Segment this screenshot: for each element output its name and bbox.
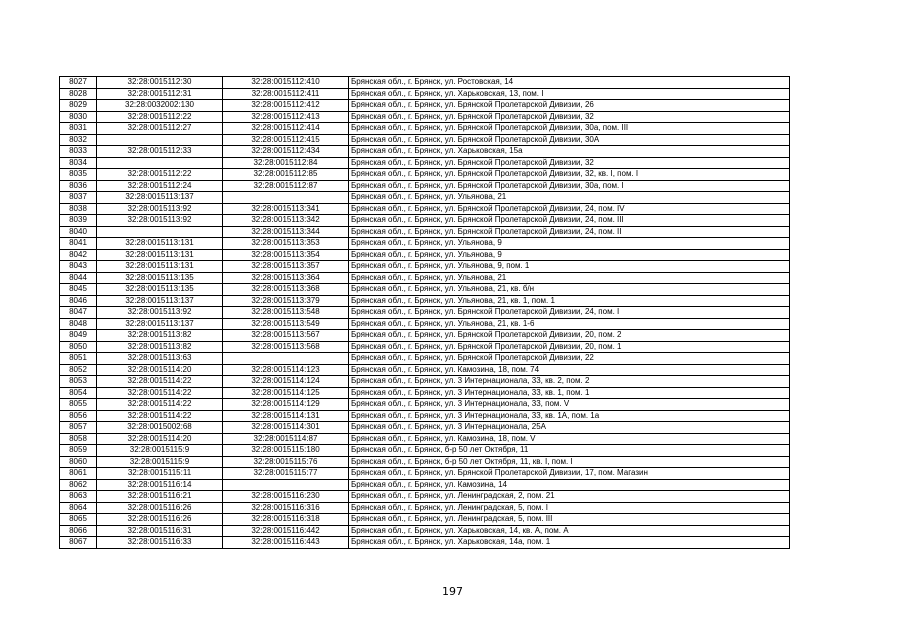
row-number-cell: 8056 [60, 410, 97, 422]
row-number-cell: 8039 [60, 215, 97, 227]
object-number-cell: 32:28:0015113:344 [223, 226, 349, 238]
table-row [60, 468, 790, 480]
address-cell: Брянская обл., г. Брянск, ул. 3 Интернационала, 33, кв. 1, пом. 1 [349, 387, 790, 399]
table-row [60, 88, 790, 100]
row-number-cell: 8043 [60, 261, 97, 273]
parcel-number-cell: 32:28:0015114:22 [97, 387, 223, 399]
address-cell: Брянская обл., г. Брянск, ул. Камозина, 14 [349, 479, 790, 491]
address-cell: Брянская обл., г. Брянск, ул. Брянской Пролетарской Дивизии, 32 [349, 157, 790, 169]
address-cell: Брянская обл., г. Брянск, ул. Ленинградская, 5, пом. III [349, 514, 790, 526]
row-number-cell: 8029 [60, 100, 97, 112]
object-number-cell: 32:28:0015114:123 [223, 364, 349, 376]
row-number-cell: 8062 [60, 479, 97, 491]
table-row [60, 295, 790, 307]
address-cell: Брянская обл., г. Брянск, ул. Брянской Пролетарской Дивизии, 17, пом. Магазин [349, 468, 790, 480]
address-cell: Брянская обл., г. Брянск, ул. Камозина, 18, пом. 74 [349, 364, 790, 376]
object-number-cell: 32:28:0015112:434 [223, 146, 349, 158]
object-number-cell: 32:28:0015114:125 [223, 387, 349, 399]
row-number-cell: 8032 [60, 134, 97, 146]
row-number-cell: 8038 [60, 203, 97, 215]
address-cell: Брянская обл., г. Брянск, ул. 3 Интернационала, 33, кв. 1А, пом. 1а [349, 410, 790, 422]
row-number-cell: 8027 [60, 77, 97, 89]
table-row [60, 387, 790, 399]
parcel-number-cell [97, 134, 223, 146]
row-number-cell: 8058 [60, 433, 97, 445]
address-cell: Брянская обл., г. Брянск, б-р 50 лет Октября, 11 [349, 445, 790, 457]
parcel-number-cell: 32:28:0015113:135 [97, 272, 223, 284]
row-number-cell: 8030 [60, 111, 97, 123]
address-cell: Брянская обл., г. Брянск, ул. Камозина, 18, пом. V [349, 433, 790, 445]
address-cell: Брянская обл., г. Брянск, ул. Ульянова, 21, кв. б/н [349, 284, 790, 296]
row-number-cell: 8028 [60, 88, 97, 100]
address-cell: Брянская обл., г. Брянск, ул. Брянской Пролетарской Дивизии, 20, пом. 1 [349, 341, 790, 353]
object-number-cell: 32:28:0015114:131 [223, 410, 349, 422]
parcel-number-cell: 32:28:0015114:22 [97, 376, 223, 388]
parcel-number-cell: 32:28:0015112:31 [97, 88, 223, 100]
table-row [60, 479, 790, 491]
parcel-number-cell: 32:28:0032002:130 [97, 100, 223, 112]
parcel-number-cell: 32:28:0015116:26 [97, 514, 223, 526]
object-number-cell [223, 353, 349, 365]
table-row [60, 307, 790, 319]
row-number-cell: 8033 [60, 146, 97, 158]
parcel-number-cell: 32:28:0015112:24 [97, 180, 223, 192]
object-number-cell: 32:28:0015112:415 [223, 134, 349, 146]
row-number-cell: 8059 [60, 445, 97, 457]
row-number-cell: 8060 [60, 456, 97, 468]
address-cell: Брянская обл., г. Брянск, ул. Брянской Пролетарской Дивизии, 24, пом. I [349, 307, 790, 319]
parcel-number-cell: 32:28:0015114:20 [97, 364, 223, 376]
parcel-number-cell: 32:28:0015113:135 [97, 284, 223, 296]
row-number-cell: 8037 [60, 192, 97, 204]
address-cell: Брянская обл., г. Брянск, ул. Брянской Пролетарской Дивизии, 32 [349, 111, 790, 123]
parcel-number-cell: 32:28:0015115:11 [97, 468, 223, 480]
row-number-cell: 8047 [60, 307, 97, 319]
address-cell: Брянская обл., г. Брянск, ул. 3 Интернационала, 33, пом. V [349, 399, 790, 411]
row-number-cell: 8052 [60, 364, 97, 376]
address-cell: Брянская обл., г. Брянск, ул. Харьковская, 14а, пом. 1 [349, 537, 790, 549]
table-row [60, 353, 790, 365]
row-number-cell: 8031 [60, 123, 97, 135]
table-row [60, 318, 790, 330]
address-cell: Брянская обл., г. Брянск, ул. Ульянова, 21, кв. 1, пом. 1 [349, 295, 790, 307]
row-number-cell: 8050 [60, 341, 97, 353]
row-number-cell: 8044 [60, 272, 97, 284]
table-row [60, 180, 790, 192]
address-cell: Брянская обл., г. Брянск, ул. Харьковская, 14, кв. А, пом. А [349, 525, 790, 537]
object-number-cell: 32:28:0015113:364 [223, 272, 349, 284]
address-cell: Брянская обл., г. Брянск, ул. Брянской Пролетарской Дивизии, 32, кв. I, пом. I [349, 169, 790, 181]
row-number-cell: 8049 [60, 330, 97, 342]
row-number-cell: 8067 [60, 537, 97, 549]
address-cell: Брянская обл., г. Брянск, ул. 3 Интернационала, 25А [349, 422, 790, 434]
object-number-cell: 32:28:0015113:567 [223, 330, 349, 342]
parcel-number-cell: 32:28:0015113:137 [97, 295, 223, 307]
row-number-cell: 8041 [60, 238, 97, 250]
object-number-cell [223, 192, 349, 204]
cadastral-table [59, 76, 790, 549]
row-number-cell: 8048 [60, 318, 97, 330]
table-row [60, 284, 790, 296]
object-number-cell: 32:28:0015112:414 [223, 123, 349, 135]
table-row [60, 272, 790, 284]
object-number-cell: 32:28:0015116:318 [223, 514, 349, 526]
row-number-cell: 8042 [60, 249, 97, 261]
object-number-cell: 32:28:0015112:410 [223, 77, 349, 89]
address-cell: Брянская обл., г. Брянск, ул. Ульянова, 21 [349, 192, 790, 204]
row-number-cell: 8046 [60, 295, 97, 307]
address-cell: Брянская обл., г. Брянск, б-р 50 лет Октября, 11, кв. I, пом. I [349, 456, 790, 468]
address-cell: Брянская обл., г. Брянск, ул. Брянской Пролетарской Дивизии, 30а, пом. I [349, 180, 790, 192]
object-number-cell: 32:28:0015113:354 [223, 249, 349, 261]
table-row [60, 215, 790, 227]
address-cell: Брянская обл., г. Брянск, ул. Ленинградская, 2, пом. 21 [349, 491, 790, 503]
parcel-number-cell: 32:28:0015113:92 [97, 307, 223, 319]
object-number-cell: 32:28:0015114:124 [223, 376, 349, 388]
parcel-number-cell [97, 226, 223, 238]
parcel-number-cell: 32:28:0015116:31 [97, 525, 223, 537]
object-number-cell: 32:28:0015114:129 [223, 399, 349, 411]
address-cell: Брянская обл., г. Брянск, ул. Брянской Пролетарской Дивизии, 24, пом. II [349, 226, 790, 238]
parcel-number-cell: 32:28:0015114:20 [97, 433, 223, 445]
address-cell: Брянская обл., г. Брянск, ул. Брянской Пролетарской Дивизии, 24, пом. IV [349, 203, 790, 215]
row-number-cell: 8063 [60, 491, 97, 503]
page-number: 197 [442, 585, 463, 598]
parcel-number-cell: 32:28:0015112:33 [97, 146, 223, 158]
row-number-cell: 8061 [60, 468, 97, 480]
row-number-cell: 8045 [60, 284, 97, 296]
parcel-number-cell [97, 157, 223, 169]
table-row [60, 422, 790, 434]
object-number-cell: 32:28:0015113:549 [223, 318, 349, 330]
row-number-cell: 8034 [60, 157, 97, 169]
parcel-number-cell: 32:28:0015113:131 [97, 249, 223, 261]
row-number-cell: 8055 [60, 399, 97, 411]
parcel-number-cell: 32:28:0015116:21 [97, 491, 223, 503]
parcel-number-cell: 32:28:0015116:26 [97, 502, 223, 514]
object-number-cell: 32:28:0015112:85 [223, 169, 349, 181]
parcel-number-cell: 32:28:0015113:82 [97, 330, 223, 342]
object-number-cell: 32:28:0015113:379 [223, 295, 349, 307]
table-row [60, 330, 790, 342]
parcel-number-cell: 32:28:0015116:14 [97, 479, 223, 491]
table-row [60, 146, 790, 158]
parcel-number-cell: 32:28:0015113:137 [97, 318, 223, 330]
object-number-cell: 32:28:0015115:180 [223, 445, 349, 457]
object-number-cell: 32:28:0015113:341 [223, 203, 349, 215]
address-cell: Брянская обл., г. Брянск, ул. Ульянова, 21, кв. 1-6 [349, 318, 790, 330]
address-cell: Брянская обл., г. Брянск, ул. Брянской Пролетарской Дивизии, 30А [349, 134, 790, 146]
object-number-cell: 32:28:0015112:412 [223, 100, 349, 112]
object-number-cell: 32:28:0015116:443 [223, 537, 349, 549]
table-row [60, 410, 790, 422]
object-number-cell: 32:28:0015113:353 [223, 238, 349, 250]
object-number-cell: 32:28:0015112:411 [223, 88, 349, 100]
parcel-number-cell: 32:28:0015113:131 [97, 238, 223, 250]
table-row [60, 169, 790, 181]
address-cell: Брянская обл., г. Брянск, ул. Ульянова, 9 [349, 238, 790, 250]
table-row [60, 261, 790, 273]
object-number-cell: 32:28:0015113:357 [223, 261, 349, 273]
table-row [60, 249, 790, 261]
object-number-cell: 32:28:0015116:442 [223, 525, 349, 537]
table-row [60, 341, 790, 353]
parcel-number-cell: 32:28:0015112:22 [97, 169, 223, 181]
address-cell: Брянская обл., г. Брянск, ул. Брянской Пролетарской Дивизии, 26 [349, 100, 790, 112]
object-number-cell: 32:28:0015116:316 [223, 502, 349, 514]
address-cell: Брянская обл., г. Брянск, ул. 3 Интернационала, 33, кв. 2, пом. 2 [349, 376, 790, 388]
table-row [60, 192, 790, 204]
object-number-cell: 32:28:0015112:413 [223, 111, 349, 123]
address-cell: Брянская обл., г. Брянск, ул. Ульянова, 9, пом. 1 [349, 261, 790, 273]
address-cell: Брянская обл., г. Брянск, ул. Ульянова, 9 [349, 249, 790, 261]
address-cell: Брянская обл., г. Брянск, ул. Харьковская, 15а [349, 146, 790, 158]
table-row [60, 514, 790, 526]
object-number-cell: 32:28:0015116:230 [223, 491, 349, 503]
row-number-cell: 8035 [60, 169, 97, 181]
table-row [60, 111, 790, 123]
parcel-number-cell: 32:28:0015114:22 [97, 410, 223, 422]
parcel-number-cell: 32:28:0015113:82 [97, 341, 223, 353]
object-number-cell [223, 479, 349, 491]
address-cell: Брянская обл., г. Брянск, ул. Ростовская, 14 [349, 77, 790, 89]
address-cell: Брянская обл., г. Брянск, ул. Ленинградская, 5, пом. I [349, 502, 790, 514]
row-number-cell: 8036 [60, 180, 97, 192]
parcel-number-cell: 32:28:0015112:27 [97, 123, 223, 135]
row-number-cell: 8064 [60, 502, 97, 514]
object-number-cell: 32:28:0015115:77 [223, 468, 349, 480]
row-number-cell: 8053 [60, 376, 97, 388]
table-row [60, 238, 790, 250]
table-row [60, 445, 790, 457]
parcel-number-cell: 32:28:0015002:68 [97, 422, 223, 434]
address-cell: Брянская обл., г. Брянск, ул. Брянской Пролетарской Дивизии, 30а, пом. III [349, 123, 790, 135]
object-number-cell: 32:28:0015115:76 [223, 456, 349, 468]
table-row [60, 77, 790, 89]
address-cell: Брянская обл., г. Брянск, ул. Брянской Пролетарской Дивизии, 22 [349, 353, 790, 365]
object-number-cell: 32:28:0015114:301 [223, 422, 349, 434]
row-number-cell: 8054 [60, 387, 97, 399]
table-row [60, 203, 790, 215]
address-cell: Брянская обл., г. Брянск, ул. Брянской Пролетарской Дивизии, 20, пом. 2 [349, 330, 790, 342]
parcel-number-cell: 32:28:0015113:63 [97, 353, 223, 365]
row-number-cell: 8040 [60, 226, 97, 238]
table-row [60, 157, 790, 169]
object-number-cell: 32:28:0015114:87 [223, 433, 349, 445]
row-number-cell: 8065 [60, 514, 97, 526]
table-row [60, 456, 790, 468]
table-row [60, 364, 790, 376]
table-row [60, 226, 790, 238]
object-number-cell: 32:28:0015113:368 [223, 284, 349, 296]
table-row [60, 100, 790, 112]
parcel-number-cell: 32:28:0015112:30 [97, 77, 223, 89]
parcel-number-cell: 32:28:0015113:92 [97, 215, 223, 227]
object-number-cell: 32:28:0015113:568 [223, 341, 349, 353]
table-row [60, 502, 790, 514]
table-row [60, 525, 790, 537]
table-row [60, 376, 790, 388]
address-cell: Брянская обл., г. Брянск, ул. Харьковская, 13, пом. I [349, 88, 790, 100]
object-number-cell: 32:28:0015112:84 [223, 157, 349, 169]
object-number-cell: 32:28:0015113:548 [223, 307, 349, 319]
table-row [60, 123, 790, 135]
row-number-cell: 8051 [60, 353, 97, 365]
address-cell: Брянская обл., г. Брянск, ул. Ульянова, 21 [349, 272, 790, 284]
parcel-number-cell: 32:28:0015113:131 [97, 261, 223, 273]
row-number-cell: 8066 [60, 525, 97, 537]
parcel-number-cell: 32:28:0015115:9 [97, 456, 223, 468]
address-cell: Брянская обл., г. Брянск, ул. Брянской Пролетарской Дивизии, 24, пом. III [349, 215, 790, 227]
parcel-number-cell: 32:28:0015113:92 [97, 203, 223, 215]
parcel-number-cell: 32:28:0015115:9 [97, 445, 223, 457]
object-number-cell: 32:28:0015113:342 [223, 215, 349, 227]
parcel-number-cell: 32:28:0015116:33 [97, 537, 223, 549]
parcel-number-cell: 32:28:0015113:137 [97, 192, 223, 204]
table-row [60, 537, 790, 549]
row-number-cell: 8057 [60, 422, 97, 434]
parcel-number-cell: 32:28:0015112:22 [97, 111, 223, 123]
table-row [60, 134, 790, 146]
parcel-number-cell: 32:28:0015114:22 [97, 399, 223, 411]
object-number-cell: 32:28:0015112:87 [223, 180, 349, 192]
table-row [60, 433, 790, 445]
table-row [60, 399, 790, 411]
table-row [60, 491, 790, 503]
